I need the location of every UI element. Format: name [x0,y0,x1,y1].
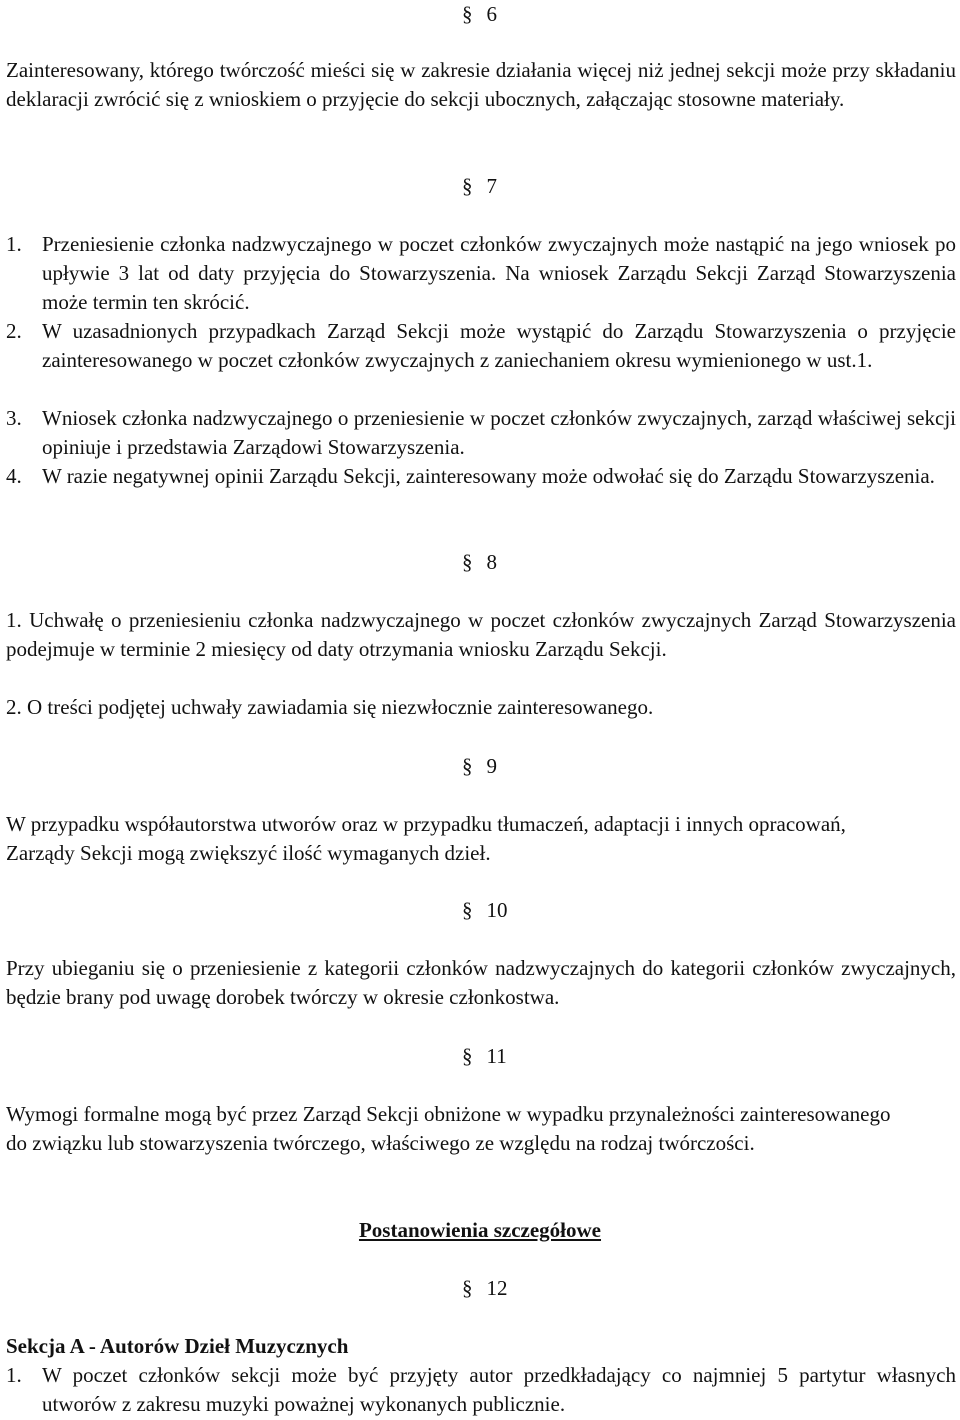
item-text: W uzasadnionych przypadkach Zarząd Sekcji może wystąpić do Zarządu Stowarzyszenia o przyjęcie zainteresowanego w poczet członków zwyczajnych z zaniechaniem okresu wymienionego w ust.1. [42,319,956,372]
detailed-provisions-heading: Postanowienia szczegółowe [358,1218,602,1242]
item-number: 3. [6,406,22,430]
section-number: 6 [486,2,497,26]
section-number: 8 [486,550,497,574]
item-number: 2. [6,319,22,343]
section-a-subheading: Sekcja A - Autorów Dzieł Muzycznych [6,1334,349,1358]
section-sign: § [462,754,473,778]
section-9-heading [462,752,497,781]
section-11-heading [462,1042,507,1071]
section-number: 7 [486,174,497,198]
section-7-heading [462,172,497,201]
section-12-item-1 [6,1361,956,1419]
section-11-text: Wymogi formalne mogą być przez Zarząd Sekcji obniżone w wypadku przynależności zainteresowanego do związku lub stowarzyszenia twórczego, właściwego ze względu na rodzaj twórczości. [6,1102,891,1155]
section-sign: § [462,1044,473,1068]
section-8-paragraph-2: 2. O treści podjętej uchwały zawiadamia się niezwłocznie zainteresowanego. [6,695,654,719]
section-number: 12 [486,1276,508,1300]
section-9-text: W przypadku współautorstwa utworów oraz w przypadku tłumaczeń, adaptacji i innych opracowań, Zarządy Sekcji mogą zwiększyć ilość wymaganych dzieł. [6,812,846,865]
section-7-item-2 [6,317,956,375]
section-7-item-3 [6,404,956,462]
item-text: W razie negatywnej opinii Zarządu Sekcji, zainteresowany może odwołać się do Zarządu Stowarzyszenia. [42,464,935,488]
section-sign: § [462,174,473,198]
section-sign: § [462,2,473,26]
section-sign: § [462,898,473,922]
section-sign: § [462,550,473,574]
section-10-heading [462,896,508,925]
item-number: 1. [6,232,22,256]
section-number: 10 [486,898,508,922]
item-text: W poczet członków sekcji może być przyjęty autor przedkładający co najmniej 5 partytur własnych utworów z zakresu muzyki poważnej wykonanych publicznie. [42,1363,956,1416]
section-number: 11 [486,1044,507,1068]
item-number: 1. [6,1363,22,1387]
section-8-paragraph-1: 1. Uchwałę o przeniesieniu członka nadzwyczajnego w poczet członków zwyczajnych Zarząd Stowarzyszenia podejmuje w terminie 2 miesięcy od daty otrzymania wniosku Zarządu Sekcji. [6,608,956,661]
section-6-text: Zainteresowany, którego twórczość mieści się w zakresie działania więcej niż jednej sekcji może przy składaniu deklaracji zwrócić się z wnioskiem o przyjęcie do sekcji ubocznych, załączając stosowne materiały. [6,58,956,111]
section-7-item-1 [6,230,956,317]
section-number: 9 [486,754,497,778]
section-12-heading [462,1274,508,1303]
section-7-item-4 [6,462,956,491]
section-8-heading [462,548,497,577]
section-6-heading [462,0,497,29]
item-text: Wniosek członka nadzwyczajnego o przeniesienie w poczet członków zwyczajnych, zarząd właściwej sekcji opiniuje i przedstawia Zarządowi Stowarzyszenia. [42,406,956,459]
section-10-text: Przy ubieganiu się o przeniesienie z kategorii członków nadzwyczajnych do kategorii członków zwyczajnych, będzie brany pod uwagę dorobek twórczy w okresie członkostwa. [6,956,956,1009]
item-number: 4. [6,464,22,488]
section-sign: § [462,1276,473,1300]
item-text: Przeniesienie członka nadzwyczajnego w poczet członków zwyczajnych może nastąpić na jego wniosek po upływie 3 lat od daty przyjęcia do Stowarzyszenia. Na wniosek Zarządu Sekcji Zarząd Stowarzyszenia może termin ten skrócić. [42,232,956,314]
